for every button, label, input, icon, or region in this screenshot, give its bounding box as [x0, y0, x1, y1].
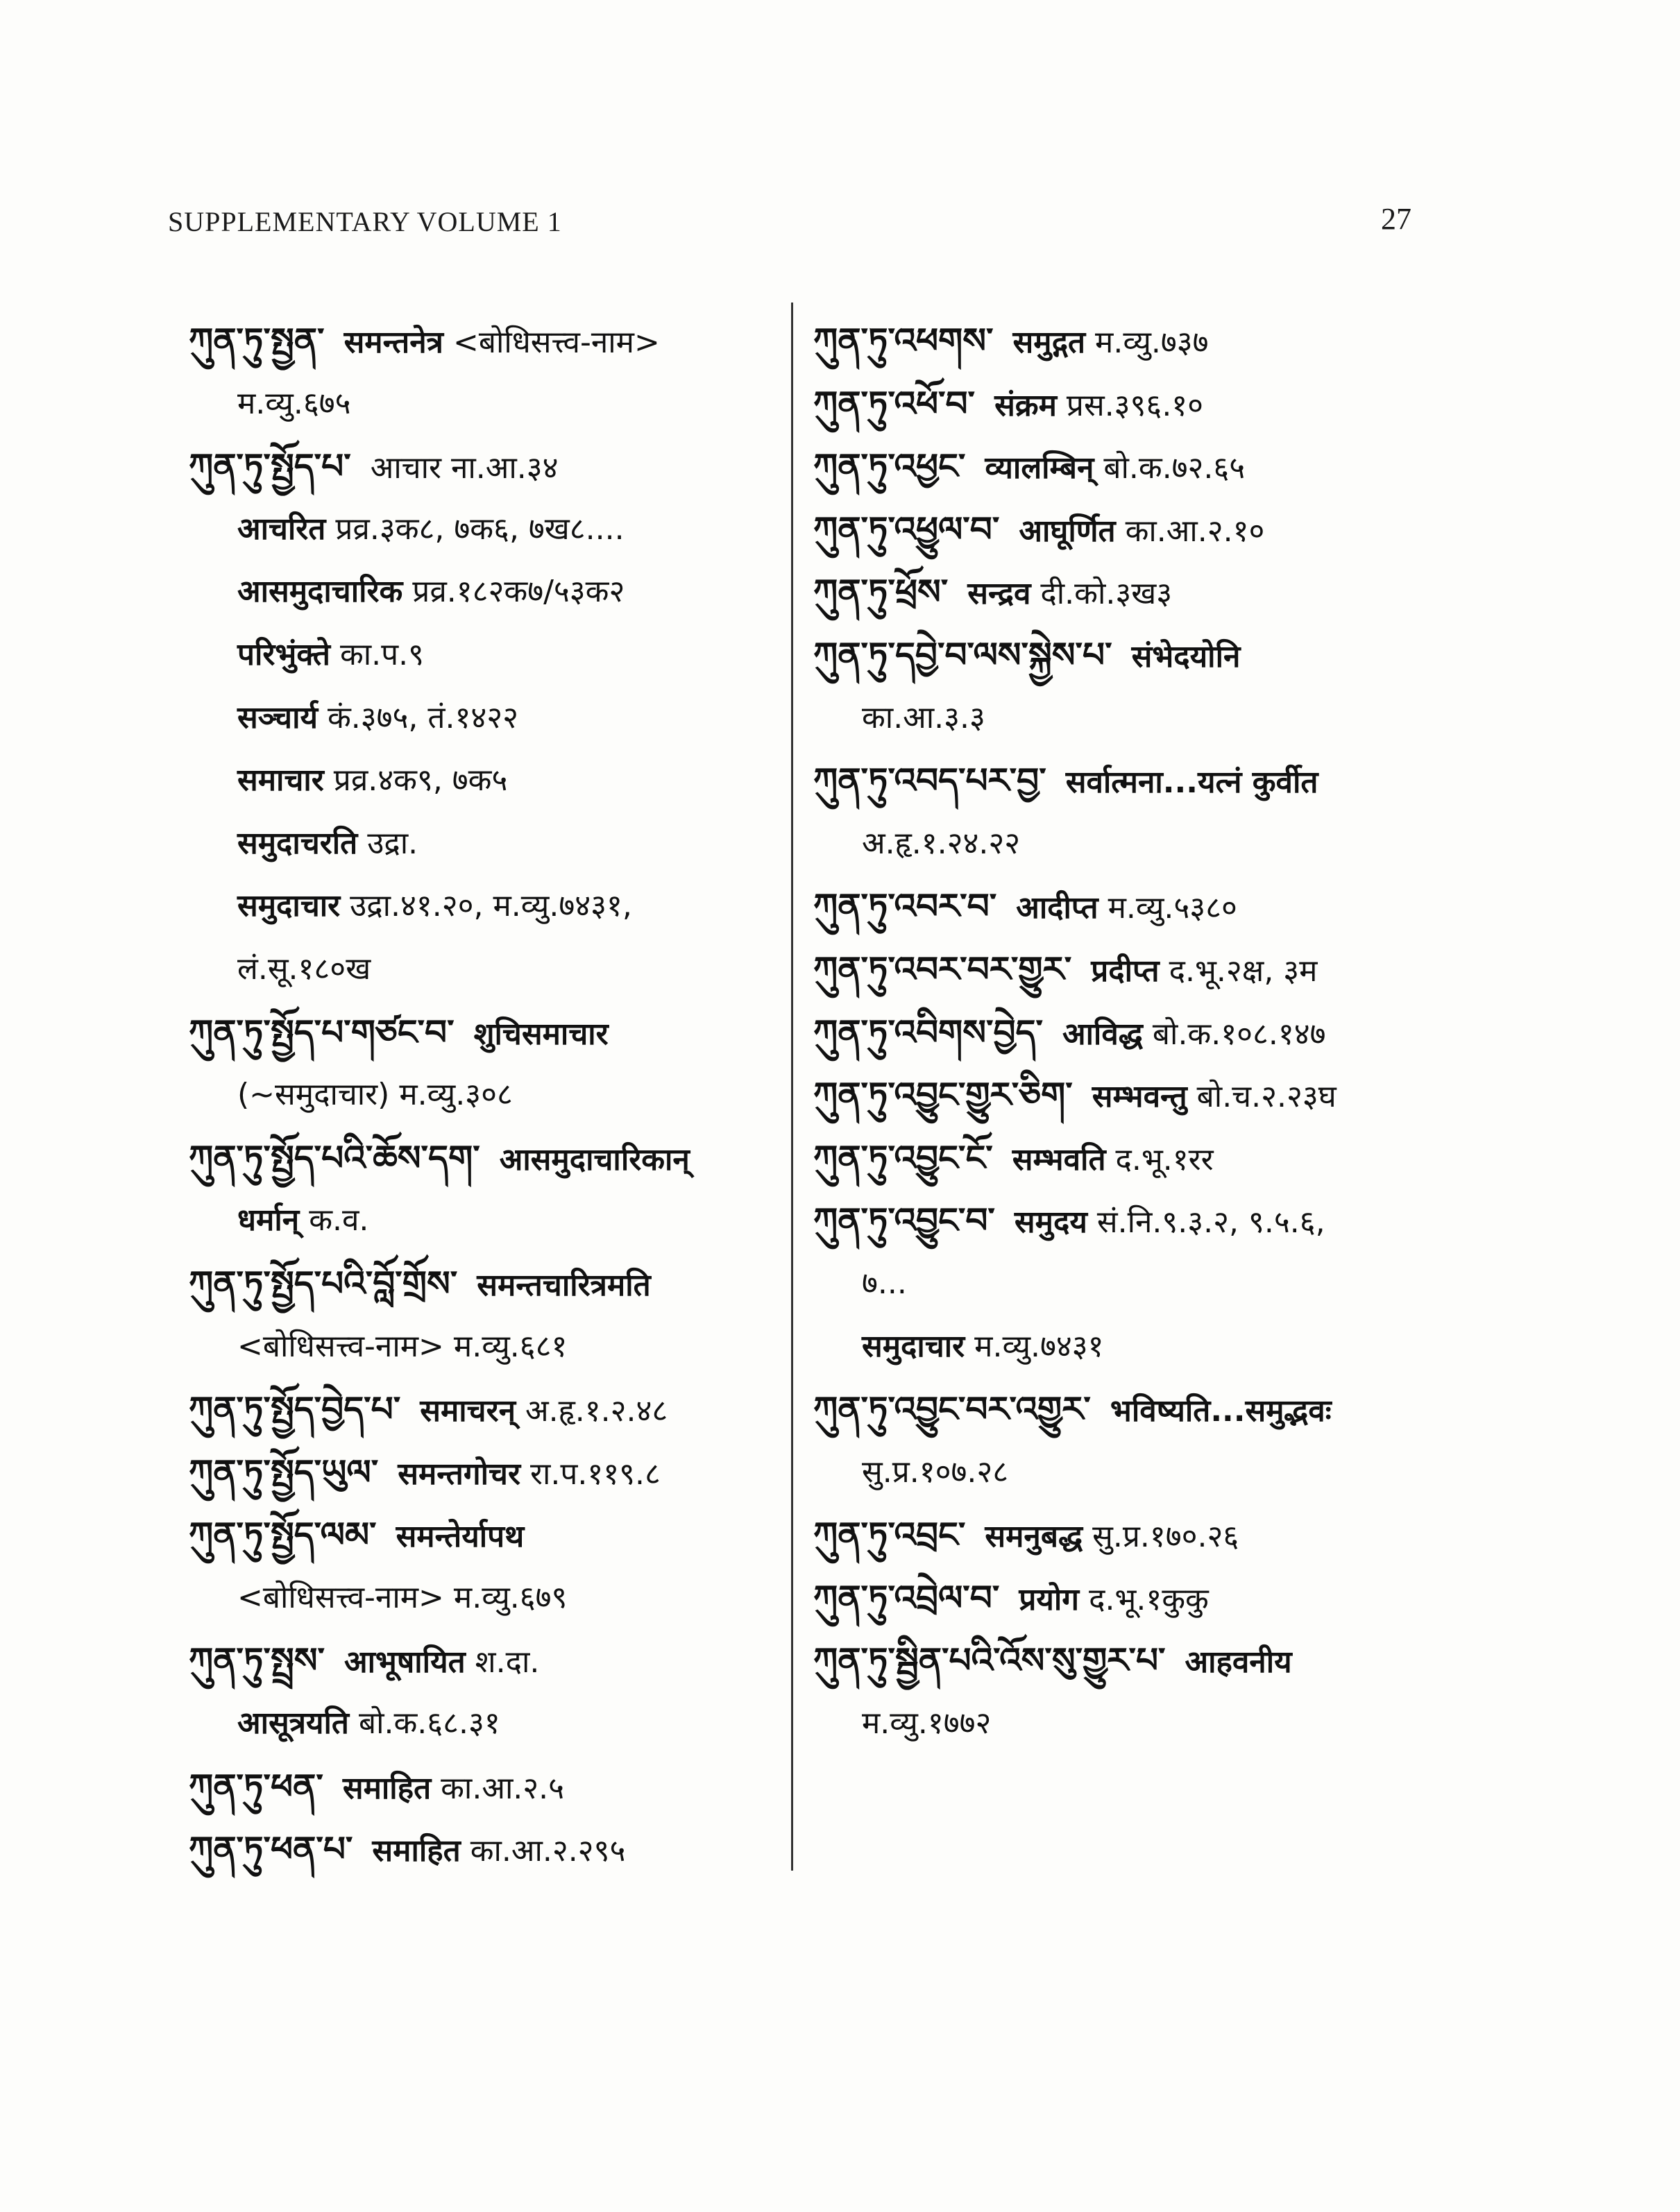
entry-headword-line	[189, 1127, 765, 1190]
sanskrit-equivalent: आदीप्त	[1016, 890, 1098, 926]
running-header: SUPPLEMENTARY VOLUME 1	[168, 206, 562, 237]
entry-headword-line	[813, 1064, 1507, 1127]
sanskrit-equivalent: समाचरन्	[420, 1393, 516, 1429]
sanskrit-equivalent: समुदाचार	[237, 888, 341, 924]
tibetan-term: ཀུན་ཏུ་ཕྲོས་	[813, 571, 949, 613]
source-reference: दी.को.३ख३	[1030, 576, 1173, 612]
entry-continuation-line	[813, 813, 1507, 876]
sanskrit-equivalent: आघूर्णित	[1019, 513, 1116, 549]
entry-headword-line	[813, 1378, 1507, 1441]
sanskrit-equivalent: आभूषायित	[343, 1644, 466, 1681]
source-reference: <बोधिसत्त्व-नाम>	[443, 325, 660, 360]
source-reference: का.प.९	[330, 636, 425, 672]
sanskrit-equivalent: परिभुंक्ते	[237, 636, 330, 672]
entry-headword-line	[189, 1252, 765, 1316]
tibetan-term: ཀུན་ཏུ་འབྱུང་ངོ་	[813, 1137, 993, 1178]
sanskrit-equivalent: समाचार	[237, 763, 324, 799]
source-reference: का.आ.२.२९५	[460, 1833, 626, 1869]
sanskrit-equivalent: समुदय	[1014, 1205, 1087, 1241]
source-reference: श.दा.	[465, 1644, 540, 1681]
sanskrit-equivalent: आचरित	[237, 511, 326, 547]
left-column	[189, 309, 765, 1881]
entry-headword-line	[189, 1629, 765, 1692]
entry-headword-line	[813, 1504, 1507, 1567]
tibetan-term: ཀུན་ཏུ་འཕོ་བ་	[813, 382, 976, 424]
sanskrit-equivalent: समनुबद्ध	[985, 1519, 1083, 1555]
entry-headword-line	[189, 1001, 765, 1064]
sanskrit-equivalent: संक्रम	[994, 387, 1057, 423]
source-reference: ७...	[862, 1265, 907, 1301]
source-reference: म.व्यु.७४३१	[965, 1328, 1104, 1364]
sanskrit-equivalent: समन्तगोचर	[398, 1456, 520, 1492]
sanskrit-equivalent: समाहित	[342, 1770, 432, 1806]
sanskrit-equivalent: समन्तचारित्रमति	[477, 1267, 651, 1303]
tibetan-term: ཀུན་ཏུ་ཕན་པ་	[189, 1828, 353, 1870]
source-reference: <बोधिसत्त्व-नाम> म.व्यु.६८१	[237, 1328, 568, 1364]
entry-headword-line	[189, 1441, 765, 1504]
tibetan-term: ཀུན་ཏུ་སྤྲས་	[189, 1640, 325, 1681]
entry-continuation-line	[189, 875, 765, 938]
entry-continuation-line	[189, 624, 765, 687]
source-reference: क.व.	[299, 1202, 369, 1239]
source-reference: बो.क.७२.६५	[1094, 450, 1246, 486]
page-number: 27	[1381, 202, 1411, 236]
tibetan-term: ཀུན་ཏུ་སྤྱོད་པ་	[189, 445, 351, 487]
tibetan-term: ཀུན་ཏུ་འབིགས་བྱེད་	[813, 1011, 1043, 1053]
source-reference: द.भू.१कुकु	[1079, 1581, 1209, 1617]
sanskrit-equivalent: शुचिसमाचार	[473, 1016, 609, 1052]
entry-headword-line	[813, 373, 1507, 436]
tibetan-term: ཀུན་ཏུ་སྦྱིན་པའི་འོས་སུ་གྱུར་པ་	[813, 1640, 1166, 1681]
entry-continuation-line	[813, 1692, 1507, 1755]
source-reference: म.व्यु.५३८०	[1098, 890, 1237, 926]
tibetan-term: ཀུན་ཏུ་འབྲེལ་བ་	[813, 1576, 1000, 1618]
source-reference: सु.प्र.१७०.२६	[1083, 1519, 1239, 1555]
sanskrit-equivalent: सम्भवति	[1012, 1141, 1106, 1177]
tibetan-term: ཀུན་ཏུ་འབྱུང་གྱུར་ཅིག་	[813, 1074, 1073, 1116]
tibetan-term: ཀུན་ཏུ་སྤྱོད་ལམ་	[189, 1514, 377, 1556]
source-reference: प्रव्र.३क८, ७क६, ७ख८....	[325, 511, 625, 547]
source-reference: द.भू.१रर	[1105, 1141, 1214, 1177]
source-reference: कं.३७५, तं.१४२२	[318, 699, 518, 735]
sanskrit-equivalent: धर्मान्	[237, 1202, 300, 1239]
source-reference: आचार ना.आ.३४	[370, 450, 559, 486]
entry-continuation-line	[189, 749, 765, 813]
sanskrit-equivalent: समाहित	[372, 1833, 461, 1869]
sanskrit-equivalent: आविद्ध	[1062, 1016, 1143, 1052]
tibetan-term: ཀུན་ཏུ་འཕྱང་	[813, 445, 966, 487]
source-reference: बो.क.१०८.१४७	[1142, 1016, 1326, 1052]
entry-headword-line	[813, 1127, 1507, 1190]
source-reference: का.आ.२.१०	[1115, 513, 1265, 549]
entry-continuation-line	[189, 1189, 765, 1252]
entry-continuation-line	[189, 1692, 765, 1755]
sanskrit-equivalent: सम्भवन्तु	[1092, 1079, 1187, 1115]
entry-headword-line	[813, 938, 1507, 1001]
entry-headword-line	[189, 1818, 765, 1881]
sanskrit-equivalent: समुदाचार	[862, 1328, 965, 1364]
source-reference: द.भू.२क्ष, ३म	[1159, 953, 1318, 989]
entry-continuation-line	[189, 813, 765, 876]
source-reference: म.व्यु.७३७	[1085, 325, 1209, 360]
sanskrit-equivalent: समन्तेर्यापथ	[396, 1519, 525, 1555]
sanskrit-equivalent: सन्द्रव	[967, 576, 1031, 612]
sanskrit-equivalent: समुदाचरति	[237, 825, 358, 861]
entry-headword-line	[813, 875, 1507, 938]
entry-continuation-line	[813, 687, 1507, 750]
sanskrit-equivalent: समन्तनेत्र	[343, 325, 443, 360]
source-reference: बो.क.६८.३१	[349, 1705, 500, 1742]
entry-headword-line	[813, 749, 1507, 813]
entry-continuation-line	[189, 687, 765, 750]
tibetan-term: ཀུན་ཏུ་སྤྱོད་ཡུལ་	[189, 1451, 379, 1492]
tibetan-term: ཀུན་ཏུ་སྤྱོད་བྱེད་པ་	[189, 1388, 401, 1430]
sanskrit-equivalent: आसूत्रयति	[237, 1705, 349, 1742]
tibetan-term: ཀུན་ཏུ་འབར་བར་གྱུར་	[813, 948, 1072, 989]
tibetan-term: ཀུན་ཏུ་སྤྱོད་པ་གཙང་བ་	[189, 1011, 455, 1053]
tibetan-term: ཀུན་ཏུ་འཕྱུལ་བ་	[813, 508, 1000, 550]
sanskrit-equivalent: आसमुदाचारिक	[237, 574, 403, 610]
sanskrit-equivalent: समुद्गत	[1012, 325, 1086, 360]
source-reference: अ.हृ.१.२४.२२	[862, 825, 1021, 861]
source-reference: (~समुदाचार) म.व्यु.३०८	[237, 1077, 513, 1113]
source-reference: प्रव्र.१८२क७/५३क२	[402, 574, 625, 610]
tibetan-term: ཀུན་ཏུ་དབྱེ་བ་ལས་སྐྱེས་པ་	[813, 633, 1112, 675]
source-reference: प्रस.३९६.१०	[1056, 387, 1204, 423]
sanskrit-equivalent: सञ्चार्य	[237, 699, 319, 735]
entry-continuation-line	[813, 1316, 1507, 1379]
right-column	[813, 309, 1507, 1755]
entry-headword-line	[813, 435, 1507, 498]
entry-headword-line	[813, 1189, 1507, 1252]
tibetan-term: ཀུན་ཏུ་སྤྱོད་པའི་ཆོས་དག་	[189, 1137, 480, 1178]
sanskrit-equivalent: संभेदयोनि	[1131, 638, 1241, 674]
sanskrit-equivalent: प्रयोग	[1019, 1581, 1080, 1617]
source-reference: बो.च.२.२३घ	[1187, 1079, 1337, 1115]
source-reference: म.व्यु.६७५	[237, 385, 351, 421]
entry-continuation-line	[813, 1252, 1507, 1316]
entry-headword-line	[813, 1629, 1507, 1692]
sanskrit-equivalent: आसमुदाचारिकान्	[499, 1141, 690, 1177]
source-reference: सु.प्र.१०७.२८	[862, 1454, 1009, 1490]
source-reference: प्रव्र.४क९, ७क५	[323, 763, 508, 799]
entry-continuation-line	[189, 561, 765, 624]
source-reference: <बोधिसत्त्व-नाम> म.व्यु.६७९	[237, 1579, 568, 1615]
entry-headword-line	[189, 1504, 765, 1567]
entry-continuation-line	[189, 1064, 765, 1127]
tibetan-term: ཀུན་ཏུ་འབྲང་	[813, 1514, 966, 1556]
source-reference: सं.नि.९.३.२, ९.५.६,	[1087, 1205, 1325, 1241]
tibetan-term: ཀུན་ཏུ་འབྱུང་བར་འགྱུར་	[813, 1388, 1091, 1430]
source-reference: उद्रा.	[357, 825, 418, 861]
source-reference: लं.सू.१८०ख	[237, 951, 371, 987]
source-reference: अ.हृ.१.२.४८	[516, 1393, 668, 1429]
entry-continuation-line	[189, 938, 765, 1001]
sanskrit-equivalent: आहवनीय	[1185, 1644, 1292, 1681]
entry-headword-line	[189, 435, 765, 498]
entry-headword-line	[813, 498, 1507, 561]
tibetan-term: ཀུན་ཏུ་འཕགས་	[813, 320, 994, 361]
entry-headword-line	[813, 561, 1507, 624]
source-reference: म.व्यु.१७७२	[862, 1705, 992, 1742]
entry-headword-line	[813, 1567, 1507, 1630]
sanskrit-equivalent: प्रदीप्त	[1091, 953, 1160, 989]
source-reference: का.आ.३.३	[862, 699, 985, 735]
tibetan-term: ཀུན་ཏུ་འབར་བ་	[813, 885, 997, 927]
sanskrit-equivalent: व्यालम्बिन्	[985, 450, 1094, 486]
source-reference: रा.प.११९.८	[520, 1456, 661, 1492]
entry-continuation-line	[813, 1441, 1507, 1504]
entry-continuation-line	[189, 373, 765, 436]
column-divider	[791, 303, 793, 1871]
entry-headword-line	[189, 1378, 765, 1441]
tibetan-term: ཀུན་ཏུ་སྤྱན་	[189, 320, 325, 361]
entry-headword-line	[813, 1001, 1507, 1064]
entry-continuation-line	[189, 498, 765, 561]
tibetan-term: ཀུན་ཏུ་ཕན་	[189, 1765, 323, 1807]
entry-headword-line	[813, 309, 1507, 373]
entry-headword-line	[189, 309, 765, 373]
entry-headword-line	[189, 1755, 765, 1819]
tibetan-term: ཀུན་ཏུ་སྤྱོད་པའི་བློ་གྲོས་	[189, 1262, 458, 1304]
entry-continuation-line	[189, 1316, 765, 1379]
sanskrit-equivalent: भविष्यति...समुद्भवः	[1110, 1393, 1332, 1429]
tibetan-term: ཀུན་ཏུ་འབད་པར་བྱ་	[813, 760, 1046, 801]
source-reference: का.आ.२.५	[431, 1770, 565, 1806]
source-reference: उद्रा.४१.२०, म.व्यु.७४३१,	[340, 888, 632, 924]
entry-headword-line	[813, 624, 1507, 687]
tibetan-term: ཀུན་ཏུ་འབྱུང་བ་	[813, 1200, 995, 1241]
entry-continuation-line	[189, 1567, 765, 1630]
sanskrit-equivalent: सर्वात्मना...यत्नं कुर्वीत	[1065, 765, 1318, 801]
